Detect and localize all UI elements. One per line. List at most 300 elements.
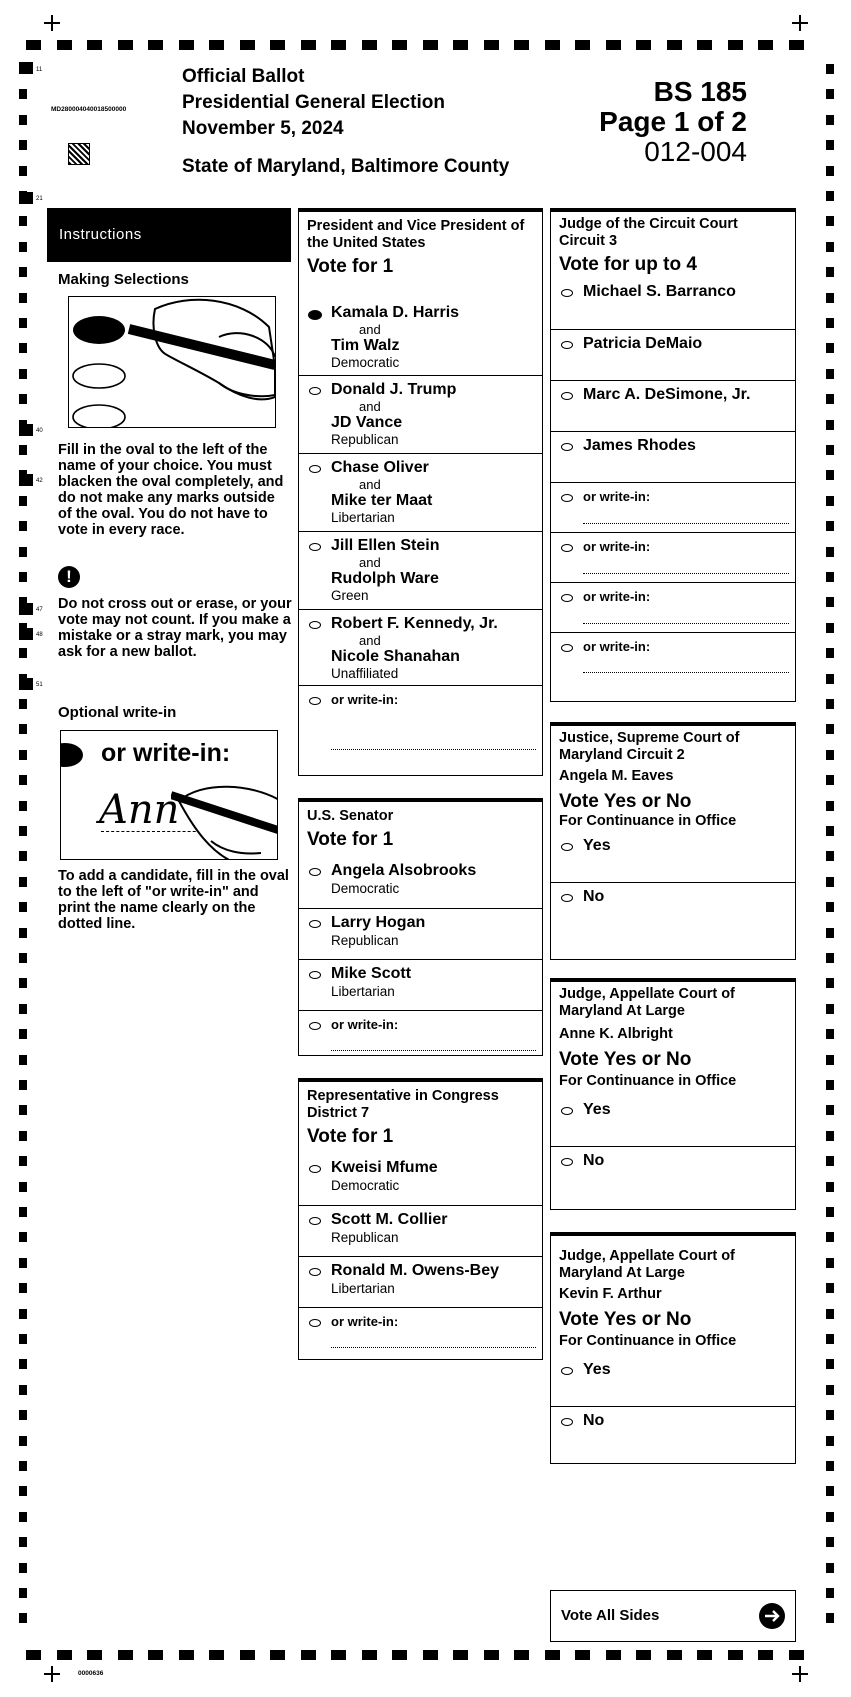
timing-mark (826, 1461, 834, 1471)
serial-number: 0000636 (78, 1670, 104, 1677)
selection-oval[interactable] (309, 1319, 321, 1327)
party: Unaffiliated (331, 666, 399, 681)
timing-mark (362, 1650, 377, 1660)
selection-oval[interactable] (561, 843, 573, 851)
candidate-option[interactable] (551, 329, 795, 380)
selection-oval[interactable] (309, 1268, 321, 1276)
contest-supreme-court (550, 722, 796, 960)
selection-oval[interactable] (309, 1022, 321, 1030)
timing-mark (826, 928, 834, 938)
selection-oval[interactable] (309, 621, 321, 629)
timing-mark (826, 521, 834, 531)
arrow-right-icon (759, 1603, 785, 1629)
timing-mark (826, 191, 834, 201)
timing-mark (826, 1207, 834, 1217)
selection-oval[interactable] (561, 1107, 573, 1115)
timing-mark (826, 750, 834, 760)
party: Democratic (331, 355, 400, 370)
timing-mark (826, 648, 834, 658)
selection-oval-filled[interactable] (308, 310, 322, 320)
vote-for: Vote for 1 (307, 256, 394, 277)
candidate-option[interactable] (299, 1154, 542, 1205)
timing-mark (19, 474, 33, 486)
party: Libertarian (331, 984, 395, 999)
candidate-option[interactable] (299, 375, 542, 453)
no-option[interactable] (551, 1406, 795, 1456)
registration-mark (44, 15, 60, 31)
writein-label: or write-in: (331, 692, 399, 707)
election-name: Presidential General Election (182, 92, 445, 113)
timing-mark (484, 1650, 499, 1660)
writein-option[interactable] (551, 582, 795, 632)
selection-oval[interactable] (309, 465, 321, 473)
timing-mark (19, 293, 27, 303)
candidate-name: Ronald M. Owens-Bey (331, 1262, 500, 1279)
selection-oval[interactable] (309, 697, 321, 705)
continuance-label: For Continuance in Office (559, 1333, 737, 1349)
selection-oval[interactable] (309, 868, 321, 876)
timing-mark (826, 724, 834, 734)
margin-number: 51 (36, 682, 43, 688)
barcode-text: MD280004040018500000 (51, 106, 127, 113)
timing-mark (19, 1334, 27, 1344)
selection-oval[interactable] (561, 544, 573, 552)
selection-oval[interactable] (561, 289, 573, 297)
contest-appellate-court-albright (550, 978, 796, 1210)
selection-oval[interactable] (561, 1418, 573, 1426)
timing-mark (19, 851, 27, 861)
timing-mark (423, 40, 438, 50)
timing-mark (19, 1537, 27, 1547)
candidate-name: Jill Ellen Stein (331, 537, 440, 554)
candidate-name: James Rhodes (583, 437, 696, 454)
timing-mark (19, 628, 33, 640)
contest-title: President and Vice President of the United States (307, 218, 525, 251)
timing-mark (19, 166, 27, 176)
optional-writein-heading: Optional write-in (58, 704, 177, 721)
margin-number: 11 (36, 67, 43, 73)
writein-line[interactable] (583, 523, 789, 524)
timing-mark (826, 394, 834, 404)
timing-mark (209, 40, 224, 50)
party: Republican (331, 1230, 399, 1245)
margin-number: 42 (36, 478, 43, 484)
timing-mark (19, 267, 27, 277)
timing-mark (636, 1650, 651, 1660)
instructions-heading: Instructions (47, 208, 291, 262)
running-mate: JD Vance (331, 414, 403, 431)
timing-mark (826, 1537, 834, 1547)
hand-writing-icon (171, 771, 278, 860)
vote-instruction: Vote Yes or No (559, 791, 692, 812)
candidate-name: Scott M. Collier (331, 1211, 448, 1228)
timing-mark (826, 1309, 834, 1319)
timing-mark (19, 1182, 27, 1192)
timing-mark (57, 40, 72, 50)
candidate-option[interactable] (551, 380, 795, 431)
making-selections-heading: Making Selections (58, 271, 189, 288)
timing-mark (19, 1131, 27, 1141)
no-label: No (583, 888, 605, 905)
candidate-option[interactable] (299, 453, 542, 531)
timing-mark (826, 166, 834, 176)
timing-mark (19, 978, 27, 988)
timing-mark (19, 192, 33, 204)
candidate-option[interactable] (299, 857, 542, 908)
contest-title: Judge, Appellate Court of Maryland At Large (559, 1248, 735, 1281)
candidate-option[interactable] (551, 278, 795, 329)
timing-mark (19, 902, 27, 912)
writein-label: or write-in: (583, 589, 651, 604)
margin-number: 48 (36, 632, 43, 638)
vote-for: Vote for 1 (307, 829, 394, 850)
warning-icon: ! (58, 566, 80, 588)
timing-mark (575, 1650, 590, 1660)
timing-mark (826, 216, 834, 226)
selection-oval[interactable] (309, 387, 321, 395)
no-option[interactable] (551, 1146, 795, 1196)
timing-mark (453, 40, 468, 50)
timing-mark (826, 674, 834, 684)
timing-mark (19, 1461, 27, 1471)
timing-mark (19, 445, 27, 455)
timing-mark (19, 424, 33, 436)
selection-oval[interactable] (561, 1158, 573, 1166)
timing-mark (148, 1650, 163, 1660)
timing-mark (826, 1131, 834, 1141)
timing-mark (270, 40, 285, 50)
timing-mark (826, 140, 834, 150)
timing-mark (19, 572, 27, 582)
timing-mark (209, 1650, 224, 1660)
timing-mark (826, 1334, 834, 1344)
candidate-name: Larry Hogan (331, 914, 426, 931)
party: Libertarian (331, 1281, 395, 1296)
instruction-paragraph-3: To add a candidate, fill in the oval to the left of "or write-in" and print the name clearly on the dotted line. (58, 868, 289, 932)
selection-oval[interactable] (561, 494, 573, 502)
writein-example-illustration (60, 730, 278, 860)
timing-mark (118, 1650, 133, 1660)
timing-mark (19, 1156, 27, 1166)
timing-mark (19, 724, 27, 734)
contest-title: U.S. Senator (307, 808, 394, 824)
contest-appellate-court-arthur (550, 1232, 796, 1464)
writein-line[interactable] (583, 623, 789, 624)
contest-president (298, 208, 543, 776)
timing-mark (19, 1512, 27, 1522)
writein-line[interactable] (583, 672, 789, 673)
timing-mark (19, 750, 27, 760)
candidate-option[interactable] (299, 609, 542, 685)
timing-mark (826, 699, 834, 709)
timing-mark (667, 1650, 682, 1660)
timing-mark (826, 1258, 834, 1268)
timing-mark (19, 928, 27, 938)
timing-mark (826, 547, 834, 557)
candidate-name: Kamala D. Harris (331, 304, 460, 321)
timing-mark (826, 953, 834, 963)
timing-mark (19, 242, 27, 252)
timing-mark (19, 801, 27, 811)
timing-mark (453, 1650, 468, 1660)
writein-line[interactable] (331, 749, 536, 750)
candidate-name: Angela Alsobrooks (331, 862, 477, 879)
timing-mark (392, 1650, 407, 1660)
timing-mark (826, 470, 834, 480)
timing-mark (826, 1182, 834, 1192)
timing-mark (636, 40, 651, 50)
timing-mark (697, 40, 712, 50)
candidate-name: Chase Oliver (331, 459, 429, 476)
timing-mark (19, 1563, 27, 1573)
selection-oval[interactable] (309, 1217, 321, 1225)
timing-mark (826, 1156, 834, 1166)
instruction-paragraph-2: Do not cross out or erase, or your vote may not count. If you make a mistake or a stray mark, you may ask for a new ballot. (58, 596, 292, 660)
party: Republican (331, 432, 399, 447)
continuance-label: For Continuance in Office (559, 813, 737, 829)
running-mate: Rudolph Ware (331, 570, 439, 587)
candidate-option[interactable] (299, 1205, 542, 1256)
contest-title: Judge of the Circuit Court Circuit 3 (559, 216, 738, 249)
timing-mark (826, 1359, 834, 1369)
candidate-name: Patricia DeMaio (583, 335, 703, 352)
timing-mark (545, 40, 560, 50)
timing-mark (606, 40, 621, 50)
timing-mark (19, 678, 33, 690)
timing-mark (826, 826, 834, 836)
and-label: and (359, 477, 381, 492)
timing-mark (19, 140, 27, 150)
contest-senator (298, 798, 543, 1056)
writein-option[interactable] (299, 1010, 542, 1059)
timing-mark (301, 40, 316, 50)
timing-mark (87, 1650, 102, 1660)
writein-option[interactable] (299, 1307, 542, 1356)
no-label: No (583, 1412, 605, 1429)
timing-mark (19, 648, 27, 658)
timing-mark (826, 64, 834, 74)
precinct-code: 012-004 (644, 136, 747, 167)
timing-mark (826, 597, 834, 607)
timing-mark (826, 242, 834, 252)
party: Libertarian (331, 510, 395, 525)
vote-instruction: Vote Yes or No (559, 1049, 692, 1070)
timing-mark (728, 40, 743, 50)
timing-mark (19, 699, 27, 709)
and-label: and (359, 633, 381, 648)
selection-oval[interactable] (309, 1165, 321, 1173)
timing-mark (19, 369, 27, 379)
timing-mark (606, 1650, 621, 1660)
timing-mark (26, 40, 41, 50)
no-option[interactable] (551, 882, 795, 932)
timing-mark (19, 1258, 27, 1268)
timing-mark (301, 1650, 316, 1660)
yes-option[interactable] (551, 1356, 795, 1406)
writein-label: or write-in: (583, 489, 651, 504)
writein-line[interactable] (331, 1050, 536, 1051)
timing-mark (270, 1650, 285, 1660)
writein-line[interactable] (331, 1347, 536, 1348)
timing-mark (484, 40, 499, 50)
timing-mark (19, 1080, 27, 1090)
timing-mark (826, 1004, 834, 1014)
timing-mark (826, 267, 834, 277)
margin-number: 21 (36, 196, 43, 202)
timing-mark (826, 1512, 834, 1522)
timing-mark (826, 1385, 834, 1395)
writein-label: or write-in: (583, 539, 651, 554)
timing-mark (826, 978, 834, 988)
writein-label: or write-in: (331, 1314, 399, 1329)
timing-mark (826, 1613, 834, 1623)
marking-example-illustration (68, 296, 276, 428)
timing-mark (826, 420, 834, 430)
writein-option[interactable] (551, 632, 795, 681)
filled-oval-icon (60, 743, 83, 767)
timing-mark (19, 89, 27, 99)
timing-mark (179, 40, 194, 50)
candidate-name: Mike Scott (331, 965, 412, 982)
timing-mark (19, 1283, 27, 1293)
candidate-option[interactable] (551, 431, 795, 482)
candidate-option[interactable] (299, 959, 542, 1010)
timing-mark (19, 62, 33, 74)
timing-mark (575, 40, 590, 50)
election-date: November 5, 2024 (182, 118, 344, 139)
timing-mark (826, 89, 834, 99)
timing-mark (826, 115, 834, 125)
timing-mark (667, 40, 682, 50)
timing-mark (789, 1650, 804, 1660)
timing-mark (826, 1105, 834, 1115)
timing-mark (826, 775, 834, 785)
timing-mark (826, 877, 834, 887)
party: Democratic (331, 881, 400, 896)
yes-option[interactable] (551, 832, 795, 882)
vote-instruction: Vote Yes or No (559, 1309, 692, 1330)
selection-oval[interactable] (561, 894, 573, 902)
ballot-title: Official Ballot (182, 66, 305, 87)
writein-option[interactable] (551, 482, 795, 532)
timing-mark (19, 547, 27, 557)
timing-mark (19, 1105, 27, 1115)
candidate-option[interactable] (299, 908, 542, 959)
candidate-option[interactable] (299, 531, 542, 609)
timing-mark (545, 1650, 560, 1660)
timing-mark (19, 877, 27, 887)
running-mate: Nicole Shanahan (331, 648, 460, 665)
timing-mark (697, 1650, 712, 1660)
selection-oval[interactable] (561, 392, 573, 400)
timing-mark (19, 1207, 27, 1217)
timing-mark (758, 40, 773, 50)
yes-label: Yes (583, 1101, 611, 1118)
ballot-style: BS 185 (653, 76, 747, 107)
selection-oval[interactable] (561, 341, 573, 349)
margin-number: 47 (36, 607, 43, 613)
contest-title: Judge, Appellate Court of Maryland At Large (559, 986, 735, 1019)
contest-congress (298, 1078, 543, 1360)
party: Green (331, 588, 369, 603)
hand-marking-oval-icon (69, 297, 275, 427)
timing-mark (19, 1029, 27, 1039)
vote-all-sides-box (550, 1590, 796, 1642)
selection-oval[interactable] (561, 443, 573, 451)
timing-mark (331, 1650, 346, 1660)
timing-mark (758, 1650, 773, 1660)
writein-line[interactable] (583, 573, 789, 574)
yes-option[interactable] (551, 1096, 795, 1146)
timing-mark (331, 40, 346, 50)
timing-mark (19, 1486, 27, 1496)
contest-circuit-court (550, 208, 796, 702)
timing-mark (19, 1613, 27, 1623)
page-indicator: Page 1 of 2 (599, 106, 747, 137)
running-mate: Mike ter Maat (331, 492, 433, 509)
candidate-option[interactable] (299, 300, 542, 375)
selection-oval[interactable] (309, 920, 321, 928)
timing-mark (392, 40, 407, 50)
timing-mark (148, 40, 163, 50)
selection-oval[interactable] (561, 644, 573, 652)
timing-mark (179, 1650, 194, 1660)
judge-name: Anne K. Albright (559, 1026, 673, 1042)
registration-mark (792, 15, 808, 31)
timing-mark (19, 603, 33, 615)
yes-label: Yes (583, 1361, 611, 1378)
timing-mark (19, 1055, 27, 1065)
timing-mark (826, 343, 834, 353)
selection-oval[interactable] (309, 971, 321, 979)
timing-mark (19, 775, 27, 785)
timing-mark (826, 496, 834, 506)
timing-mark (728, 1650, 743, 1660)
timing-mark (826, 1436, 834, 1446)
writein-option[interactable] (551, 532, 795, 582)
registration-mark (792, 1666, 808, 1682)
candidate-name: Michael S. Barranco (583, 283, 736, 300)
timing-mark (19, 216, 27, 226)
vote-all-sides-label: Vote All Sides (561, 1607, 660, 1624)
contest-title: Justice, Supreme Court of Maryland Circuit 2 (559, 730, 740, 763)
timing-mark (826, 318, 834, 328)
timing-mark (87, 40, 102, 50)
timing-mark (826, 851, 834, 861)
selection-oval[interactable] (561, 1367, 573, 1375)
selection-oval[interactable] (561, 594, 573, 602)
candidate-name: Kweisi Mfume (331, 1159, 438, 1176)
registration-mark (44, 1666, 60, 1682)
yes-label: Yes (583, 837, 611, 854)
timing-mark (19, 318, 27, 328)
example-handwriting: Ann (99, 787, 180, 833)
selection-oval[interactable] (309, 543, 321, 551)
timing-mark (240, 40, 255, 50)
writein-option[interactable] (299, 685, 542, 758)
timing-mark (26, 1650, 41, 1660)
timing-mark (826, 623, 834, 633)
timing-mark (57, 1650, 72, 1660)
timing-mark (19, 1359, 27, 1369)
judge-name: Angela M. Eaves (559, 768, 674, 784)
timing-mark (826, 1080, 834, 1090)
writein-label: or write-in: (331, 1017, 399, 1032)
timing-mark (19, 1588, 27, 1598)
timing-mark (826, 369, 834, 379)
timing-mark (19, 1436, 27, 1446)
candidate-option[interactable] (299, 1256, 542, 1307)
